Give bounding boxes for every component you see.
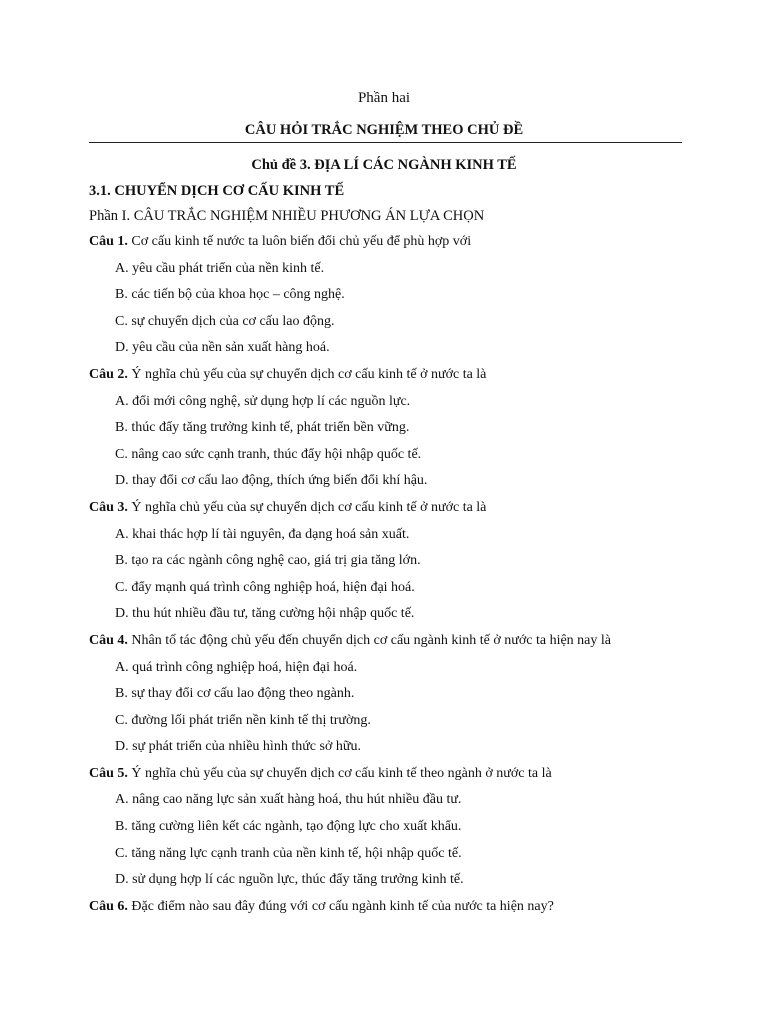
option-c: C. nâng cao sức cạnh tranh, thúc đẩy hội nhập quốc tế.: [115, 446, 422, 462]
question-list: [89, 233, 689, 924]
option-d: D. yêu cầu của nền sản xuất hàng hoá.: [115, 340, 330, 356]
question-stem: [89, 499, 689, 526]
question-number: Câu 1.: [89, 234, 128, 249]
question-number: Câu 5.: [89, 765, 128, 781]
option-b: B. tạo ra các ngành công nghệ cao, giá trị gia tăng lớn.: [115, 553, 421, 569]
question-1: [89, 233, 689, 366]
question-stem: [89, 898, 689, 925]
option-d: D. sử dụng hợp lí các nguồn lực, thúc đẩy tăng trưởng kinh tế.: [115, 872, 464, 888]
option-b: B. các tiến bộ của khoa học – công nghệ.: [115, 287, 345, 303]
option-d: D. thay đổi cơ cấu lao động, thích ứng biến đổi khí hậu.: [115, 473, 428, 489]
option-a: A. đổi mới công nghệ, sử dụng hợp lí các nguồn lực.: [115, 393, 411, 409]
option-a: A. nâng cao năng lực sản xuất hàng hoá, thu hút nhiều đầu tư.: [115, 792, 462, 808]
question-stem: [89, 366, 689, 393]
option-c: C. đẩy mạnh quá trình công nghiệp hoá, hiện đại hoá.: [115, 579, 415, 595]
question-text: Cơ cấu kinh tế nước ta luôn biến đổi chủ yếu để phù hợp với: [127, 234, 472, 249]
title-divider: [89, 142, 682, 143]
option-c: C. sự chuyển dịch của cơ cấu lao động.: [115, 313, 335, 329]
question-text: Ý nghĩa chủ yếu của sự chuyển dịch cơ cấu kinh tế ở nước ta là: [127, 366, 487, 382]
question-text: Nhân tố tác động chủ yếu đến chuyển dịch cơ cấu ngành kinh tế ở nước ta hiện nay là: [127, 632, 611, 648]
question-6: [89, 898, 689, 925]
question-stem: [89, 632, 689, 659]
topic-title: Chủ đề 3. ĐỊA LÍ CÁC NGÀNH KINH TẾ: [251, 157, 517, 173]
question-5: [89, 765, 689, 898]
option-d: D. sự phát triển của nhiều hình thức sở hữu.: [115, 739, 361, 755]
option-c: C. đường lối phát triển nền kinh tế thị trường.: [115, 712, 371, 728]
option-b: B. tăng cường liên kết các ngành, tạo động lực cho xuất khẩu.: [115, 819, 462, 835]
question-2: [89, 366, 689, 499]
option-c: C. tăng năng lực cạnh tranh của nền kinh tế, hội nhập quốc tế.: [115, 845, 462, 861]
question-text: Đặc điểm nào sau đây đúng với cơ cấu ngành kinh tế của nước ta hiện nay?: [127, 898, 554, 914]
question-stem: [89, 233, 689, 260]
option-a: A. khai thác hợp lí tài nguyên, đa dạng hoá sản xuất.: [115, 526, 410, 542]
question-number: Câu 3.: [89, 499, 128, 515]
part-title: Phần hai: [357, 90, 411, 106]
section-title: 3.1. CHUYỂN DỊCH CƠ CẤU KINH TẾ: [89, 183, 345, 199]
question-number: Câu 6.: [89, 898, 128, 914]
question-number: Câu 2.: [89, 366, 128, 382]
question-3: [89, 499, 689, 632]
option-d: D. thu hút nhiều đầu tư, tăng cường hội nhập quốc tế.: [115, 606, 415, 622]
question-stem: [89, 765, 689, 792]
question-number: Câu 4.: [89, 632, 128, 648]
option-a: A. quá trình công nghiệp hoá, hiện đại hoá.: [115, 659, 358, 675]
option-a: A. yêu cầu phát triển của nền kinh tế.: [115, 260, 325, 276]
main-title: CÂU HỎI TRẮC NGHIỆM THEO CHỦ ĐỀ: [244, 122, 524, 138]
option-b: B. sự thay đổi cơ cấu lao động theo ngành.: [115, 686, 355, 702]
question-text: Ý nghĩa chủ yếu của sự chuyển dịch cơ cấu kinh tế theo ngành ở nước ta là: [127, 765, 552, 781]
part-heading: Phần I. CÂU TRẮC NGHIỆM NHIỀU PHƯƠNG ÁN LỰA CHỌN: [89, 208, 485, 224]
question-4: [89, 632, 689, 765]
option-b: B. thúc đẩy tăng trưởng kinh tế, phát triển bền vững.: [115, 420, 410, 436]
question-text: Ý nghĩa chủ yếu của sự chuyển dịch cơ cấu kinh tế ở nước ta là: [127, 499, 487, 515]
